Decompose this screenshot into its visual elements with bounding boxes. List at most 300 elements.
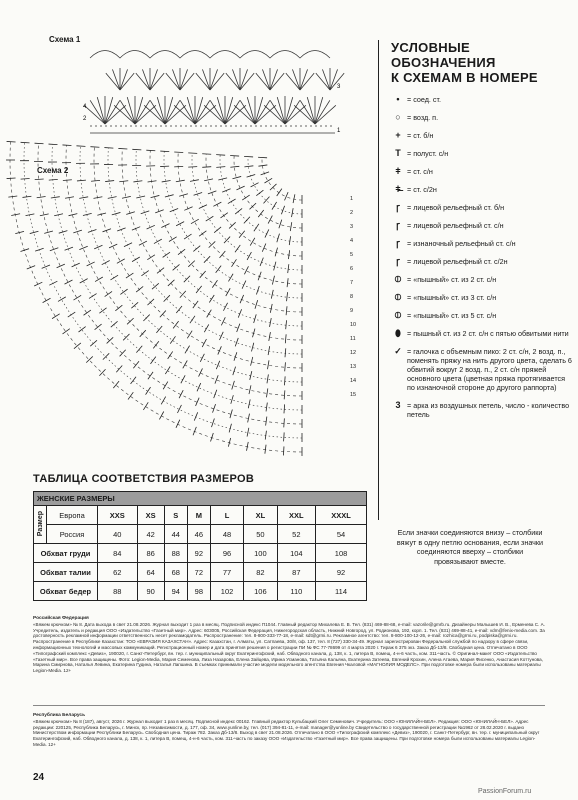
row-arc xyxy=(150,150,302,312)
table-cell: 40 xyxy=(98,525,138,544)
legend-symbol-icon: ǂ̶ xyxy=(395,184,401,194)
legend-item xyxy=(391,221,573,230)
stitch-mark xyxy=(264,178,272,183)
row-arc xyxy=(24,143,302,438)
stitch-mark xyxy=(159,412,163,420)
stitch-mark xyxy=(244,156,253,157)
legend-item-text: = «пышный» ст. из 3 ст. с/н xyxy=(407,293,497,302)
stitch-mark xyxy=(272,202,277,210)
stitch-mark xyxy=(240,295,244,303)
stitch-mark xyxy=(224,237,230,244)
stitch-mark xyxy=(277,97,285,124)
legend-symbol-icon: ꞅ xyxy=(396,238,400,248)
stitch-mark xyxy=(148,181,157,182)
table-cell: 72 xyxy=(187,563,210,582)
stitch-mark xyxy=(217,97,225,124)
stitch-mark xyxy=(108,197,117,199)
row-arc xyxy=(66,145,302,396)
legend-symbol-icon: ⦶ xyxy=(394,310,402,320)
legend-item-text: = «пышный» ст. из 2 ст. с/н xyxy=(407,275,497,284)
table-cell: 90 xyxy=(137,582,164,601)
stitch-mark xyxy=(77,180,86,181)
stitch-mark xyxy=(228,438,230,447)
legend-item xyxy=(391,113,573,122)
schema2-row-number: 3 xyxy=(350,224,354,230)
stitch-mark xyxy=(190,316,195,323)
legend-list xyxy=(387,95,573,419)
stitch-mark xyxy=(30,231,39,233)
stitch-mark xyxy=(258,165,267,166)
stitch-mark xyxy=(272,276,274,285)
legend-note: Если значки соединяются внизу – столбики вяжут в одну петлю основания, если значки соединяются вверху – столбики провязывают вместе. xyxy=(396,528,544,566)
stitch-mark xyxy=(131,377,136,384)
stitch-mark xyxy=(202,69,210,90)
legend-item xyxy=(391,167,573,176)
stitch-mark xyxy=(162,181,171,182)
stitch-mark xyxy=(132,149,141,150)
stitch-mark xyxy=(232,381,235,390)
stitch-mark xyxy=(270,69,278,90)
stitch-mark xyxy=(250,371,252,380)
schema2-row-number: 9 xyxy=(350,308,354,314)
stitch-mark xyxy=(229,222,236,228)
stitch-mark xyxy=(200,271,206,278)
stitch-mark xyxy=(173,264,180,270)
stitch-mark xyxy=(176,306,182,313)
schema2-row-number: 7 xyxy=(350,280,354,286)
stitch-mark xyxy=(143,402,148,410)
stitch-mark xyxy=(316,73,330,90)
stitch-mark xyxy=(187,331,192,339)
stitch-mark xyxy=(157,268,164,274)
table-cell: 64 xyxy=(137,563,164,582)
stitch-mark xyxy=(262,69,270,90)
table-row-label: Обхват груди xyxy=(34,544,98,563)
schema2-diagram xyxy=(62,150,367,455)
stitch-mark xyxy=(307,97,315,124)
stitch-mark xyxy=(251,357,253,366)
stitch-mark xyxy=(283,446,284,455)
stitch-mark xyxy=(166,73,180,90)
stitch-mark xyxy=(199,368,203,376)
stitch-mark xyxy=(168,351,173,358)
stitch-mark xyxy=(265,445,266,454)
watermark: PassionForum.ru xyxy=(478,788,532,795)
legend-item-text: = соед. ст. xyxy=(407,95,441,104)
stitch-mark xyxy=(26,214,35,216)
table-cell: 42 xyxy=(137,525,164,544)
table-cell: 92 xyxy=(316,563,367,582)
legend-item-text: = лицевой рельефный ст. б/н xyxy=(407,203,505,212)
stitch-mark xyxy=(183,360,187,368)
stitch-mark xyxy=(157,97,165,124)
stitch-mark xyxy=(242,195,249,200)
legend-item-text: = галочка с объемным пико: 2 ст. с/н, 2 возд. п., поменять пряжу на нить другого цвета, сделать 6 обвитий вокруг 2 возд. п., 2 ст. с/н пряжей основного цвета (цветная пряжа протягивается по изнаночной стороне до другого раппорта) xyxy=(407,347,572,392)
stitch-mark xyxy=(235,338,238,346)
table-cell: 96 xyxy=(210,544,243,563)
row-arc xyxy=(108,148,302,354)
stitch-mark xyxy=(230,166,239,167)
stitch-mark xyxy=(153,341,159,348)
legend-item-text: = арка из воздушных петель, число - количество петель xyxy=(407,401,570,419)
stitch-mark xyxy=(292,69,300,90)
stitch-mark xyxy=(150,357,155,364)
stitch-mark xyxy=(228,274,233,282)
stitch-mark xyxy=(104,148,113,149)
stitch-mark xyxy=(265,431,266,440)
stitch-mark xyxy=(106,73,120,90)
legend-title-line-2: ОБОЗНАЧЕНИЯ xyxy=(391,55,496,70)
stitch-mark xyxy=(160,151,169,152)
stitch-mark xyxy=(163,382,168,390)
legend-symbol-icon: ✓ xyxy=(394,346,402,356)
stitch-mark xyxy=(322,69,330,90)
stitch-mark xyxy=(271,290,273,299)
stitch-mark xyxy=(152,283,159,289)
stitch-mark xyxy=(235,208,242,214)
stitch-mark xyxy=(124,243,132,247)
stitch-mark xyxy=(210,69,218,90)
stitch-mark xyxy=(285,348,286,357)
stitch-mark xyxy=(315,97,323,124)
stitch-mark xyxy=(292,208,294,217)
legend-symbol-icon: ○ xyxy=(395,112,401,122)
stitch-mark xyxy=(95,277,103,282)
stitch-mark xyxy=(244,166,253,167)
stitch-mark xyxy=(141,271,148,276)
stitch-mark xyxy=(176,180,185,182)
legend-item xyxy=(391,149,573,158)
legend-item-text: = «пышный» ст. из 5 ст. с/н xyxy=(407,311,497,320)
stitch-mark xyxy=(261,172,269,175)
table-cell: 86 xyxy=(137,544,164,563)
legend-panel xyxy=(378,40,573,520)
stitch-mark xyxy=(7,178,16,179)
stitch-mark xyxy=(286,306,287,315)
stitch-mark xyxy=(127,318,134,324)
stitch-mark xyxy=(136,346,142,353)
stitch-mark xyxy=(226,73,240,90)
stitch-mark xyxy=(103,353,109,359)
legend-title-line-1: УСЛОВНЫЕ xyxy=(391,40,470,55)
stitch-mark xyxy=(231,259,236,267)
table-cell: 104 xyxy=(277,544,316,563)
stitch-mark xyxy=(146,387,151,394)
stitch-mark xyxy=(164,295,170,301)
stitch-mark xyxy=(197,383,201,391)
stitch-mark xyxy=(286,320,287,329)
stitch-mark xyxy=(220,213,227,218)
stitch-mark xyxy=(105,97,113,124)
stitch-mark xyxy=(225,97,233,124)
stitch-mark xyxy=(190,180,199,182)
stitch-mark xyxy=(244,266,248,274)
stitch-mark xyxy=(173,321,178,328)
stitch-mark xyxy=(194,412,197,420)
legend-item-text: = ст. б/н xyxy=(407,131,434,140)
stitch-mark xyxy=(170,336,175,343)
stitch-mark xyxy=(300,73,314,90)
stitch-mark xyxy=(57,264,65,268)
stitch-mark xyxy=(143,315,149,321)
table-cell: 88 xyxy=(98,582,138,601)
schema2-row-number: 11 xyxy=(350,336,356,342)
stitch-mark xyxy=(140,330,146,337)
size-table-title: ТАБЛИЦА СООТВЕТСТВИЯ РАЗМЕРОВ xyxy=(33,473,255,485)
schema1-row-1: 1 xyxy=(337,128,341,134)
stitch-mark xyxy=(230,155,239,156)
stitch-mark xyxy=(135,97,143,124)
row-arc xyxy=(234,156,302,228)
stitch-mark xyxy=(270,318,272,327)
stitch-mark xyxy=(204,179,213,181)
stitch-mark xyxy=(155,210,163,213)
stitch-mark xyxy=(284,390,285,399)
stitch-mark xyxy=(231,395,234,404)
table-cell: 44 xyxy=(164,525,187,544)
stitch-mark xyxy=(262,244,266,252)
stitch-mark xyxy=(248,414,250,423)
row-arc xyxy=(52,144,302,410)
stitch-mark xyxy=(147,255,155,260)
stitch-mark xyxy=(133,181,142,182)
stitch-mark xyxy=(65,197,74,198)
stitch-mark xyxy=(72,263,80,267)
stitch-mark xyxy=(218,178,227,180)
table-row-label: Россия xyxy=(47,525,98,544)
stitch-mark xyxy=(244,217,250,224)
stitch-mark xyxy=(221,317,225,325)
stitch-mark xyxy=(165,367,170,375)
legend-item-text: = полуст. с/н xyxy=(407,149,449,158)
stitch-mark xyxy=(136,73,150,90)
table-cell: XS xyxy=(137,506,164,525)
stitch-mark xyxy=(258,210,263,217)
table-cell: 54 xyxy=(316,525,367,544)
table-cell: 82 xyxy=(244,563,277,582)
stitch-mark xyxy=(87,262,95,266)
stitch-mark xyxy=(64,280,72,284)
legend-item-text: = пышный ст. из 2 ст. с/н с пятью обвитыми нити xyxy=(407,329,569,338)
schema1-row-2: 2 xyxy=(83,116,87,122)
stitch-mark xyxy=(214,390,217,398)
stitch-mark xyxy=(63,180,72,181)
table-cell: M xyxy=(187,506,210,525)
legend-symbol-icon: ꞅ xyxy=(396,220,400,230)
stitch-mark xyxy=(196,73,210,90)
stitch-mark xyxy=(21,142,30,143)
table-cell: 102 xyxy=(210,582,243,601)
stitch-mark xyxy=(240,73,254,90)
legend-item xyxy=(391,329,573,338)
legend-symbol-icon: ⦶ xyxy=(394,292,402,302)
stitch-mark xyxy=(247,174,256,177)
stitch-mark xyxy=(216,167,225,168)
stitch-mark xyxy=(300,69,308,90)
stitch-mark xyxy=(240,69,248,90)
stitch-mark xyxy=(89,294,97,299)
stitch-mark xyxy=(195,97,203,124)
stitch-mark xyxy=(248,399,250,408)
stitch-mark xyxy=(202,154,211,155)
legend-item-text: = ст. с/2н xyxy=(407,185,437,194)
legend-item xyxy=(391,131,573,140)
legend-item-text: = лицевой рельефный ст. с/2н xyxy=(407,257,508,266)
stitch-mark xyxy=(266,403,267,412)
stitch-mark xyxy=(132,257,140,262)
stitch-mark xyxy=(147,225,155,229)
table-cell: 87 xyxy=(277,563,316,582)
stitch-mark xyxy=(287,278,288,287)
table-row-label: Обхват талии xyxy=(34,563,98,582)
stitch-mark xyxy=(216,266,221,273)
stitch-mark xyxy=(176,420,180,428)
legend-symbol-icon: ꞅ xyxy=(396,202,400,212)
stitch-mark xyxy=(288,264,289,273)
table-cell: XXS xyxy=(98,506,138,525)
legend-symbol-icon: • xyxy=(396,94,400,104)
stitch-mark xyxy=(50,248,58,251)
stitch-mark xyxy=(220,251,226,258)
legend-symbol-icon: ǂ xyxy=(395,166,401,176)
stitch-mark xyxy=(142,69,150,90)
stitch-mark xyxy=(51,197,60,198)
imprint-russia xyxy=(33,615,545,674)
imprint-belarus xyxy=(33,712,545,748)
table-cell: S xyxy=(164,506,187,525)
schema1-row-3: 3 xyxy=(337,84,341,90)
stitch-mark xyxy=(255,97,263,124)
stitch-mark xyxy=(37,196,46,197)
size-label: Размер xyxy=(36,510,44,537)
stitch-mark xyxy=(161,397,165,405)
stitch-mark xyxy=(270,73,284,90)
stitch-mark xyxy=(120,73,134,90)
stitch-mark xyxy=(105,181,114,182)
stitch-mark xyxy=(184,276,190,282)
stitch-mark xyxy=(286,73,300,90)
table-cell: 46 xyxy=(187,525,210,544)
stitch-mark xyxy=(236,186,244,190)
table-cell: 52 xyxy=(277,525,316,544)
stitch-mark xyxy=(232,69,240,90)
stitch-mark xyxy=(105,291,112,296)
stitch-mark xyxy=(266,417,267,426)
row-arc xyxy=(178,152,302,284)
stitch-mark xyxy=(232,176,241,178)
stitch-mark xyxy=(256,286,259,295)
stitch-mark xyxy=(120,69,128,90)
stitch-mark xyxy=(8,196,17,197)
stitch-mark xyxy=(187,97,195,124)
table-cell: XXL xyxy=(277,506,316,525)
stitch-mark xyxy=(136,196,145,198)
schema1-row-4: 4 xyxy=(83,104,87,110)
stitch-mark xyxy=(83,213,92,215)
legend-symbol-icon: ⦶ xyxy=(394,274,402,284)
legend-item-text: = ст. с/н xyxy=(407,167,433,176)
stitch-mark xyxy=(115,305,122,311)
stitch-mark xyxy=(27,266,35,269)
stitch-mark xyxy=(76,146,85,147)
schema2-row-number: 6 xyxy=(350,266,354,272)
stitch-mark xyxy=(79,197,88,199)
table-cell: 88 xyxy=(164,544,187,563)
schema1-diagram xyxy=(85,38,347,148)
stitch-mark xyxy=(184,207,192,211)
legend-item-text: = лицевой рельефный ст. с/н xyxy=(407,221,504,230)
row-arc xyxy=(262,157,302,200)
stitch-mark xyxy=(118,148,127,149)
stitch-mark xyxy=(90,147,99,148)
stitch-mark xyxy=(15,231,24,233)
table-cell: 50 xyxy=(244,525,277,544)
legend-symbol-icon: 3 xyxy=(395,400,401,410)
stitch-mark xyxy=(44,231,53,233)
stitch-mark xyxy=(285,97,293,124)
stitch-mark xyxy=(274,262,276,271)
schema2-row-number: 15 xyxy=(350,392,357,398)
stitch-mark xyxy=(126,212,135,215)
stitch-mark xyxy=(110,275,118,280)
stitch-mark xyxy=(172,69,180,90)
schema2-label: Схема 2 xyxy=(37,166,69,175)
stitch-mark xyxy=(247,97,255,124)
stitch-mark xyxy=(178,249,185,254)
stitch-mark xyxy=(184,234,191,239)
legend-item xyxy=(391,257,573,266)
stitch-mark xyxy=(68,312,75,317)
table-cell: XL xyxy=(244,506,277,525)
stitch-mark xyxy=(35,179,44,180)
schema2-row-number: 10 xyxy=(350,322,357,328)
legend-title xyxy=(391,40,573,85)
legend-item-text: = возд. п. xyxy=(407,113,439,122)
stitch-mark xyxy=(127,97,135,124)
row-arc xyxy=(220,155,302,242)
stitch-mark xyxy=(216,361,219,369)
stitch-mark xyxy=(266,388,267,397)
stitch-mark xyxy=(174,152,183,153)
stitch-mark xyxy=(250,238,255,246)
stitch-mark xyxy=(59,231,68,234)
stitch-mark xyxy=(212,280,217,287)
stitch-mark xyxy=(147,299,154,305)
stitch-mark xyxy=(199,231,206,236)
legend-item xyxy=(391,95,573,104)
stitch-mark xyxy=(97,97,105,124)
stitch-mark xyxy=(148,372,153,379)
stitch-mark xyxy=(146,150,155,151)
table-cell: L xyxy=(210,506,243,525)
stitch-mark xyxy=(235,245,240,252)
legend-item xyxy=(391,293,573,302)
stitch-mark xyxy=(21,179,30,180)
stitch-mark xyxy=(188,153,197,154)
stitch-mark xyxy=(267,374,268,383)
legend-item xyxy=(391,185,573,194)
stitch-mark xyxy=(256,190,263,196)
stitch-mark xyxy=(268,346,270,355)
stitch-mark xyxy=(279,220,282,229)
stitch-mark xyxy=(211,419,214,428)
stitch-mark xyxy=(268,360,269,369)
stitch-mark xyxy=(49,144,58,145)
stitch-mark xyxy=(251,343,253,352)
row-arc xyxy=(136,150,302,326)
stitch-mark xyxy=(255,300,258,309)
stitch-mark xyxy=(154,239,162,243)
